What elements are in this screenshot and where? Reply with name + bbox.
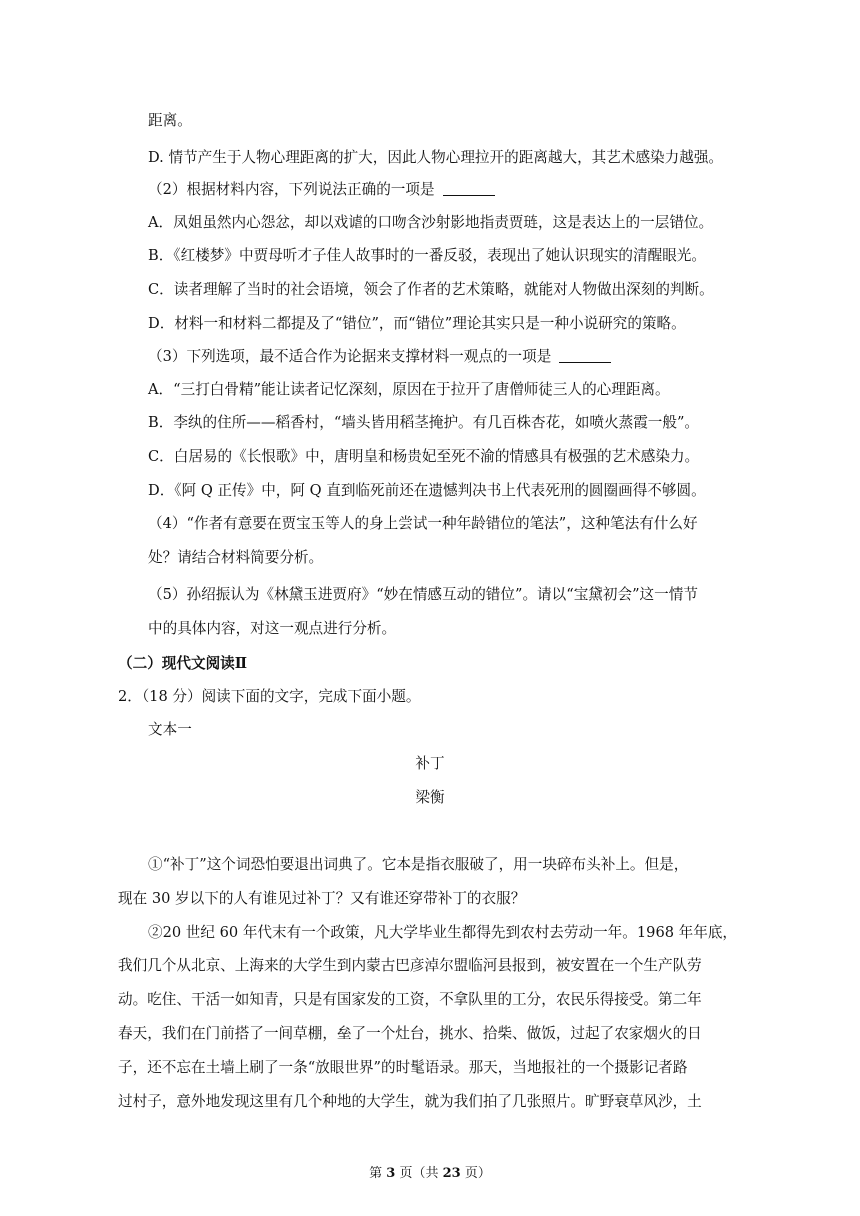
q2-option-a: A．凤姐虽然内心怨忿，却以戏谑的口吻含沙射影地指责贾琏，这是表达上的一层错位。 <box>148 214 714 231</box>
q2-stem <box>148 180 495 200</box>
article-author: 梁衡 <box>415 789 445 806</box>
answer-blank <box>443 194 495 196</box>
q2-stem-text: （2）根据材料内容，下列说法正确的一项是 <box>148 181 435 198</box>
q1-option-c-continuation: 距离。 <box>148 112 192 129</box>
article-title: 补丁 <box>415 755 445 772</box>
paragraph-1-line-2: 现在 30 岁以下的人有谁见过补丁？又有谁还穿带补丁的衣服？ <box>118 890 526 907</box>
paragraph-2-line-2: 我们几个从北京、上海来的大学生到内蒙古巴彦淖尔盟临河县报到，被安置在一个生产队劳 <box>118 957 702 974</box>
answer-blank <box>559 361 611 363</box>
q5-line-2: 中的具体内容，对这一观点进行分析。 <box>148 620 397 637</box>
question-2-stem: 2．（18 分）阅读下面的文字，完成下面小题。 <box>118 688 421 705</box>
q3-stem-text: （3）下列选项，最不适合作为论据来支撑材料一观点的一项是 <box>148 348 552 365</box>
q5-line-1: （5）孙绍振认为《林黛玉进贾府》“妙在情感互动的错位”。请以“宝黛初会”这一情节 <box>148 586 698 603</box>
paragraph-2-line-6: 过村子，意外地发现这里有几个种地的大学生，就为我们拍了几张照片。旷野衰草风沙，土 <box>118 1093 702 1110</box>
footer-total-pages: 23 <box>442 1166 461 1181</box>
q3-option-c: C．白居易的《长恨歌》中，唐明皇和杨贵妃至死不渝的情感具有极强的艺术感染力。 <box>148 448 700 465</box>
q4-line-2: 处？请结合材料简要分析。 <box>148 549 324 566</box>
footer-suffix: 页） <box>460 1166 491 1181</box>
paragraph-1-line-1: ①“补丁”这个词恐怕要退出词典了。它本是指衣服破了，用一块碎布头补上。但是， <box>148 856 689 873</box>
paragraph-2-line-5: 子，还不忘在土墙上刷了一条“放眼世界”的时髦语录。那天，当地报社的一个摄影记者路 <box>118 1059 688 1076</box>
q3-option-b: B．李纨的住所——稻香村，“墙头皆用稻茎掩护。有几百株杏花，如喷火蒸霞一般”。 <box>148 414 700 431</box>
q4-line-1: （4）“作者有意要在贾宝玉等人的身上尝试一种年龄错位的笔法”，这种笔法有什么好 <box>148 515 698 532</box>
q2-option-d: D．材料一和材料二都提及了“错位”，而“错位”理论其实只是一种小说研究的策略。 <box>148 315 686 332</box>
q3-option-a: A．“三打白骨精”能让读者记忆深刻，原因在于拉开了唐僧师徒三人的心理距离。 <box>148 381 670 398</box>
q3-option-d: D．《阿 Q 正传》中，阿 Q 直到临死前还在遗憾判决书上代表死刑的圆圈画得不够圆。 <box>148 482 706 499</box>
q1-option-d: D. 情节产生于人物心理距离的扩大，因此人物心理拉开的距离越大，其艺术感染力越强。 <box>148 149 724 166</box>
page-footer <box>0 1165 860 1183</box>
q2-option-b: B．《红楼梦》中贾母听才子佳人故事时的一番反驳，表现出了她认识现实的清醒眼光。 <box>148 247 706 264</box>
q2-option-c: C．读者理解了当时的社会语境，领会了作者的艺术策略，就能对人物做出深刻的判断。 <box>148 281 714 298</box>
footer-prefix: 第 <box>369 1166 387 1181</box>
paragraph-2-line-3: 动。吃住、干活一如知青，只是有国家发的工资，不拿队里的工分，农民乐得接受。第二年 <box>118 991 702 1008</box>
section-heading: （二）现代文阅读Ⅱ <box>118 655 248 672</box>
footer-mid: 页（共 <box>395 1166 443 1181</box>
q3-stem <box>148 347 611 367</box>
footer-page-number: 3 <box>386 1166 396 1181</box>
paragraph-2-line-4: 春天，我们在门前搭了一间草棚，垒了一个灶台，挑水、拾柴、做饭，过起了农家烟火的日 <box>118 1025 702 1042</box>
text-label: 文本一 <box>148 721 192 738</box>
paragraph-2-line-1: ②20 世纪 60 年代末有一个政策，凡大学毕业生都得先到农村去劳动一年。1968 年年底， <box>148 924 738 941</box>
